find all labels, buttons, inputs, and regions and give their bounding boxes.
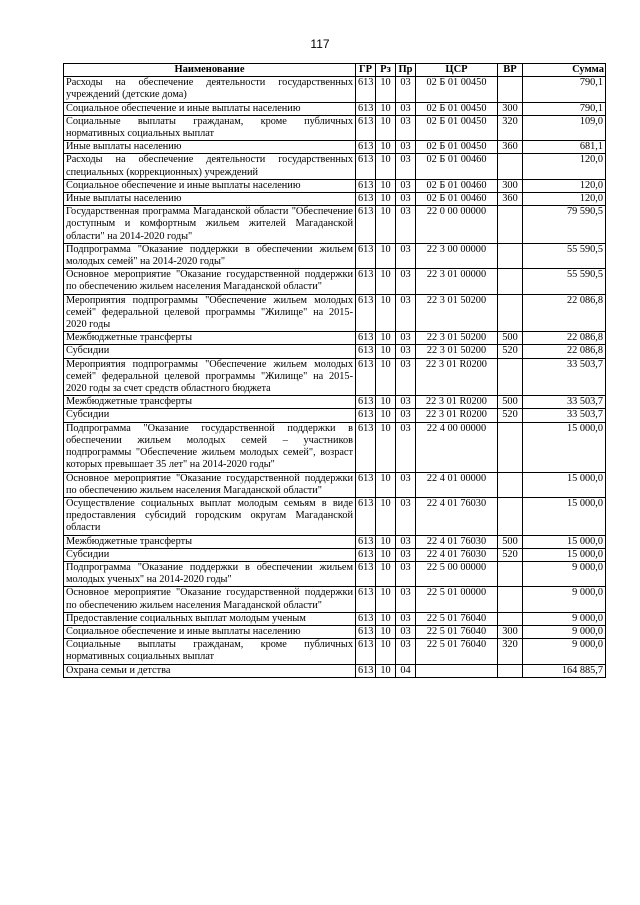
cell-vr: 360	[498, 141, 523, 154]
cell-pr: 03	[396, 587, 416, 612]
cell-pr: 03	[396, 639, 416, 664]
cell-name: Социальное обеспечение и иные выплаты населению	[64, 625, 356, 638]
table-row	[64, 664, 606, 677]
cell-vr	[498, 497, 523, 535]
cell-sum: 9 000,0	[523, 561, 606, 586]
cell-csr: 02 Б 01 00460	[416, 154, 498, 179]
cell-gr: 613	[356, 561, 376, 586]
cell-csr: 22 5 01 76040	[416, 612, 498, 625]
cell-rz: 10	[376, 154, 396, 179]
cell-pr: 03	[396, 497, 416, 535]
cell-sum: 120,0	[523, 179, 606, 192]
cell-gr: 613	[356, 294, 376, 332]
cell-rz: 10	[376, 141, 396, 154]
table-row	[64, 472, 606, 497]
header-vr: ВР	[498, 64, 523, 77]
cell-gr: 613	[356, 193, 376, 206]
cell-name: Субсидии	[64, 345, 356, 358]
cell-name: Основное мероприятие "Оказание государственной поддержки по обеспечению жильем населения Магаданской области"	[64, 269, 356, 294]
cell-rz: 10	[376, 115, 396, 140]
cell-vr	[498, 358, 523, 396]
cell-vr	[498, 243, 523, 268]
cell-sum: 120,0	[523, 154, 606, 179]
cell-vr: 300	[498, 179, 523, 192]
cell-rz: 10	[376, 206, 396, 244]
cell-name: Социальные выплаты гражданам, кроме публичных нормативных социальных выплат	[64, 115, 356, 140]
cell-pr: 03	[396, 179, 416, 192]
cell-vr: 300	[498, 625, 523, 638]
cell-sum: 790,1	[523, 102, 606, 115]
cell-rz: 10	[376, 422, 396, 472]
cell-vr	[498, 269, 523, 294]
cell-gr: 613	[356, 102, 376, 115]
cell-sum: 79 590,5	[523, 206, 606, 244]
table-row	[64, 269, 606, 294]
cell-sum: 9 000,0	[523, 612, 606, 625]
cell-csr: 22 3 01 R0200	[416, 358, 498, 396]
table-row	[64, 243, 606, 268]
cell-csr: 02 Б 01 00450	[416, 141, 498, 154]
cell-gr: 613	[356, 154, 376, 179]
cell-sum: 22 086,8	[523, 345, 606, 358]
cell-gr: 613	[356, 141, 376, 154]
cell-gr: 613	[356, 269, 376, 294]
cell-csr: 02 Б 01 00450	[416, 102, 498, 115]
cell-sum: 9 000,0	[523, 639, 606, 664]
cell-vr: 500	[498, 332, 523, 345]
cell-pr: 03	[396, 345, 416, 358]
cell-sum: 120,0	[523, 193, 606, 206]
cell-csr: 22 5 01 76040	[416, 639, 498, 664]
cell-name: Охрана семьи и детства	[64, 664, 356, 677]
cell-pr: 03	[396, 206, 416, 244]
cell-vr	[498, 561, 523, 586]
table-row	[64, 102, 606, 115]
cell-csr: 22 5 01 00000	[416, 587, 498, 612]
cell-vr	[498, 472, 523, 497]
cell-vr	[498, 206, 523, 244]
cell-rz: 10	[376, 179, 396, 192]
cell-rz: 10	[376, 639, 396, 664]
cell-rz: 10	[376, 625, 396, 638]
cell-name: Основное мероприятие "Оказание государственной поддержки по обеспечению жильем населения Магаданской области"	[64, 472, 356, 497]
cell-csr: 22 3 01 R0200	[416, 409, 498, 422]
cell-rz: 10	[376, 497, 396, 535]
cell-gr: 613	[356, 345, 376, 358]
table-row	[64, 409, 606, 422]
table-row	[64, 535, 606, 548]
cell-vr: 520	[498, 409, 523, 422]
cell-pr: 03	[396, 396, 416, 409]
cell-csr: 22 3 01 00000	[416, 269, 498, 294]
table-row	[64, 358, 606, 396]
table-row	[64, 154, 606, 179]
cell-name: Межбюджетные трансферты	[64, 535, 356, 548]
table-row	[64, 422, 606, 472]
cell-gr: 613	[356, 409, 376, 422]
table-row	[64, 115, 606, 140]
cell-gr: 613	[356, 612, 376, 625]
table-row	[64, 587, 606, 612]
cell-name: Расходы на обеспечение деятельности государственных учреждений (детские дома)	[64, 77, 356, 102]
cell-csr: 22 5 00 00000	[416, 561, 498, 586]
cell-vr: 500	[498, 535, 523, 548]
cell-sum: 15 000,0	[523, 497, 606, 535]
cell-pr: 03	[396, 115, 416, 140]
cell-csr: 22 5 01 76040	[416, 625, 498, 638]
cell-name: Социальное обеспечение и иные выплаты населению	[64, 179, 356, 192]
cell-vr	[498, 612, 523, 625]
header-rz: Рз	[376, 64, 396, 77]
cell-rz: 10	[376, 358, 396, 396]
cell-sum: 55 590,5	[523, 269, 606, 294]
cell-pr: 03	[396, 535, 416, 548]
cell-rz: 10	[376, 535, 396, 548]
cell-pr: 03	[396, 358, 416, 396]
cell-csr: 22 4 00 00000	[416, 422, 498, 472]
cell-sum: 9 000,0	[523, 587, 606, 612]
cell-pr: 03	[396, 269, 416, 294]
cell-csr: 22 3 00 00000	[416, 243, 498, 268]
cell-pr: 03	[396, 561, 416, 586]
cell-rz: 10	[376, 396, 396, 409]
table-row	[64, 396, 606, 409]
cell-pr: 03	[396, 409, 416, 422]
cell-name: Подпрограмма "Оказание государственной поддержки в обеспечении жильем молодых семей – участников подпрограммы "Обеспечение жильем молодых семей", возраст которых превышает 35 лет" на 2014-2020 годы"	[64, 422, 356, 472]
cell-name: Социальные выплаты гражданам, кроме публичных нормативных социальных выплат	[64, 639, 356, 664]
cell-sum: 33 503,7	[523, 396, 606, 409]
cell-vr	[498, 422, 523, 472]
cell-vr	[498, 664, 523, 677]
cell-rz: 10	[376, 243, 396, 268]
cell-vr: 320	[498, 115, 523, 140]
cell-sum: 15 000,0	[523, 535, 606, 548]
cell-vr: 520	[498, 345, 523, 358]
cell-gr: 613	[356, 206, 376, 244]
cell-name: Иные выплаты населению	[64, 193, 356, 206]
header-name: Наименование	[64, 64, 356, 77]
cell-sum: 15 000,0	[523, 422, 606, 472]
cell-gr: 613	[356, 243, 376, 268]
cell-pr: 03	[396, 141, 416, 154]
cell-csr: 02 Б 01 00460	[416, 193, 498, 206]
cell-name: Подпрограмма "Оказание поддержки в обеспечении жильем молодых ученых" на 2014-2020 годы"	[64, 561, 356, 586]
table-row	[64, 548, 606, 561]
cell-rz: 10	[376, 548, 396, 561]
cell-pr: 03	[396, 422, 416, 472]
cell-csr: 22 3 01 50200	[416, 345, 498, 358]
cell-rz: 10	[376, 409, 396, 422]
cell-gr: 613	[356, 497, 376, 535]
cell-pr: 03	[396, 548, 416, 561]
cell-sum: 22 086,8	[523, 294, 606, 332]
cell-vr: 300	[498, 102, 523, 115]
cell-sum: 33 503,7	[523, 358, 606, 396]
cell-csr: 22 3 01 R0200	[416, 396, 498, 409]
cell-gr: 613	[356, 115, 376, 140]
cell-gr: 613	[356, 332, 376, 345]
cell-gr: 613	[356, 472, 376, 497]
table-row	[64, 206, 606, 244]
cell-gr: 613	[356, 587, 376, 612]
table-row	[64, 612, 606, 625]
cell-vr: 500	[498, 396, 523, 409]
cell-name: Субсидии	[64, 409, 356, 422]
cell-sum: 15 000,0	[523, 548, 606, 561]
cell-gr: 613	[356, 77, 376, 102]
cell-pr: 04	[396, 664, 416, 677]
cell-gr: 613	[356, 422, 376, 472]
cell-pr: 03	[396, 472, 416, 497]
cell-name: Основное мероприятие "Оказание государственной поддержки по обеспечению жильем населения Магаданской области"	[64, 587, 356, 612]
cell-pr: 03	[396, 625, 416, 638]
budget-table	[63, 63, 606, 678]
cell-name: Расходы на обеспечение деятельности государственных специальных (коррекционных) учреждений	[64, 154, 356, 179]
cell-gr: 613	[356, 535, 376, 548]
cell-name: Предоставление социальных выплат молодым ученым	[64, 612, 356, 625]
cell-gr: 613	[356, 639, 376, 664]
cell-rz: 10	[376, 102, 396, 115]
cell-name: Межбюджетные трансферты	[64, 396, 356, 409]
cell-pr: 03	[396, 612, 416, 625]
table-row	[64, 345, 606, 358]
cell-vr	[498, 587, 523, 612]
cell-rz: 10	[376, 561, 396, 586]
cell-csr: 22 4 01 00000	[416, 472, 498, 497]
table-header-row	[64, 64, 606, 77]
table-row	[64, 639, 606, 664]
cell-csr: 02 Б 01 00450	[416, 77, 498, 102]
cell-name: Мероприятия подпрограммы "Обеспечение жильем молодых семей" федеральной целевой программы "Жилище" на 2015-2020 годы за счет средств областного бюджета	[64, 358, 356, 396]
cell-name: Субсидии	[64, 548, 356, 561]
cell-name: Иные выплаты населению	[64, 141, 356, 154]
cell-vr: 520	[498, 548, 523, 561]
cell-sum: 55 590,5	[523, 243, 606, 268]
cell-rz: 10	[376, 472, 396, 497]
header-sum: Сумма	[523, 64, 606, 77]
cell-name: Государственная программа Магаданской области "Обеспечение доступным и комфортным жильем жителей Магаданской области" на 2014-2020 годы"	[64, 206, 356, 244]
cell-csr: 22 3 01 50200	[416, 332, 498, 345]
table-row	[64, 77, 606, 102]
cell-gr: 613	[356, 358, 376, 396]
cell-vr: 320	[498, 639, 523, 664]
table-row	[64, 179, 606, 192]
cell-gr: 613	[356, 179, 376, 192]
cell-csr: 02 Б 01 00450	[416, 115, 498, 140]
table-row	[64, 193, 606, 206]
cell-gr: 613	[356, 396, 376, 409]
cell-rz: 10	[376, 269, 396, 294]
cell-csr: 22 4 01 76030	[416, 535, 498, 548]
cell-rz: 10	[376, 612, 396, 625]
cell-sum: 33 503,7	[523, 409, 606, 422]
cell-name: Межбюджетные трансферты	[64, 332, 356, 345]
cell-sum: 790,1	[523, 77, 606, 102]
cell-pr: 03	[396, 332, 416, 345]
cell-sum: 22 086,8	[523, 332, 606, 345]
table-row	[64, 294, 606, 332]
cell-pr: 03	[396, 154, 416, 179]
cell-gr: 613	[356, 664, 376, 677]
cell-pr: 03	[396, 294, 416, 332]
cell-csr: 22 3 01 50200	[416, 294, 498, 332]
cell-csr: 22 0 00 00000	[416, 206, 498, 244]
cell-rz: 10	[376, 77, 396, 102]
cell-sum: 15 000,0	[523, 472, 606, 497]
cell-name: Осуществление социальных выплат молодым семьям в виде предоставления субсидий городским округам Магаданской области	[64, 497, 356, 535]
cell-sum: 681,1	[523, 141, 606, 154]
cell-csr: 22 4 01 76030	[416, 497, 498, 535]
cell-csr: 02 Б 01 00460	[416, 179, 498, 192]
cell-pr: 03	[396, 102, 416, 115]
cell-pr: 03	[396, 193, 416, 206]
table-row	[64, 332, 606, 345]
cell-csr	[416, 664, 498, 677]
cell-sum: 9 000,0	[523, 625, 606, 638]
cell-vr	[498, 294, 523, 332]
cell-name: Подпрограмма "Оказание поддержки в обеспечении жильем молодых семей" на 2014-2020 годы"	[64, 243, 356, 268]
table-row	[64, 141, 606, 154]
header-pr: Пр	[396, 64, 416, 77]
cell-vr	[498, 154, 523, 179]
cell-gr: 613	[356, 625, 376, 638]
cell-vr: 360	[498, 193, 523, 206]
cell-name: Социальное обеспечение и иные выплаты населению	[64, 102, 356, 115]
cell-rz: 10	[376, 294, 396, 332]
cell-name: Мероприятия подпрограммы "Обеспечение жильем молодых семей" федеральной целевой программы "Жилище" на 2015-2020 годы	[64, 294, 356, 332]
table-row	[64, 497, 606, 535]
table-row	[64, 625, 606, 638]
cell-sum: 164 885,7	[523, 664, 606, 677]
cell-rz: 10	[376, 345, 396, 358]
cell-vr	[498, 77, 523, 102]
cell-csr: 22 4 01 76030	[416, 548, 498, 561]
page-number: 117	[310, 37, 330, 51]
cell-rz: 10	[376, 332, 396, 345]
cell-rz: 10	[376, 193, 396, 206]
table-row	[64, 561, 606, 586]
cell-rz: 10	[376, 664, 396, 677]
cell-pr: 03	[396, 243, 416, 268]
cell-rz: 10	[376, 587, 396, 612]
header-gr: ГР	[356, 64, 376, 77]
cell-pr: 03	[396, 77, 416, 102]
cell-sum: 109,0	[523, 115, 606, 140]
cell-gr: 613	[356, 548, 376, 561]
header-csr: ЦСР	[416, 64, 498, 77]
